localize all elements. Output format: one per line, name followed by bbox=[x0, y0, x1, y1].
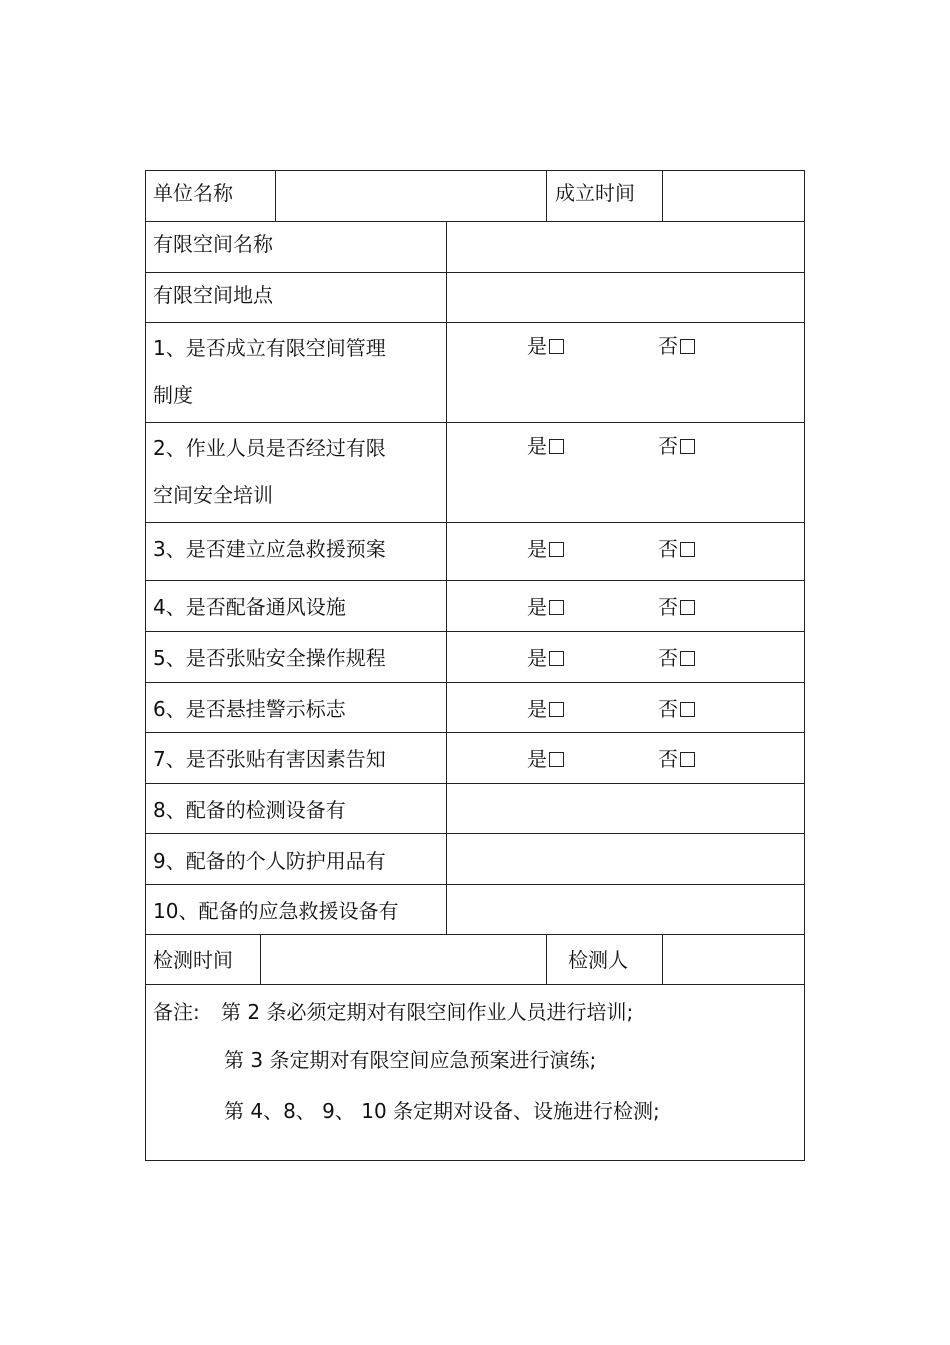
row-divider bbox=[146, 984, 804, 985]
yes-option[interactable] bbox=[527, 537, 564, 561]
row-divider bbox=[146, 272, 804, 273]
space-name-label: 有限空间名称 bbox=[153, 232, 273, 256]
yes-label: 是 bbox=[527, 434, 547, 458]
checkbox-icon[interactable] bbox=[549, 542, 564, 557]
row-divider bbox=[146, 833, 804, 834]
col-divider bbox=[546, 934, 547, 984]
no-label: 否 bbox=[658, 747, 678, 771]
yes-label: 是 bbox=[527, 595, 547, 619]
equipment-label: 9、配备的个人防护用品有 bbox=[153, 849, 386, 873]
no-option[interactable] bbox=[658, 646, 695, 670]
equipment-label: 8、配备的检测设备有 bbox=[153, 798, 346, 822]
col-divider bbox=[662, 171, 663, 221]
checkbox-icon[interactable] bbox=[549, 339, 564, 354]
row-divider bbox=[146, 522, 804, 523]
no-label: 否 bbox=[658, 434, 678, 458]
yes-option[interactable] bbox=[527, 434, 564, 458]
yes-option[interactable] bbox=[527, 595, 564, 619]
yes-option[interactable] bbox=[527, 697, 564, 721]
no-label: 否 bbox=[658, 334, 678, 358]
checkbox-icon[interactable] bbox=[680, 439, 695, 454]
no-option[interactable] bbox=[658, 334, 695, 358]
yes-label: 是 bbox=[527, 334, 547, 358]
yes-option[interactable] bbox=[527, 334, 564, 358]
checkbox-icon[interactable] bbox=[680, 651, 695, 666]
row-divider bbox=[146, 934, 804, 935]
remarks-line: 第 4、8、 9、 10 条定期对设备、设施进行检测; bbox=[224, 1099, 660, 1123]
checkbox-icon[interactable] bbox=[680, 702, 695, 717]
checkbox-icon[interactable] bbox=[549, 651, 564, 666]
remarks-line: 第 2 条必须定期对有限空间作业人员进行培训; bbox=[221, 1000, 634, 1024]
inspection-form-table bbox=[145, 170, 805, 1161]
checklist-item-question: 4、是否配备通风设施 bbox=[153, 595, 346, 619]
yes-label: 是 bbox=[527, 537, 547, 561]
remarks-line: 第 3 条定期对有限空间应急预案进行演练; bbox=[224, 1048, 597, 1072]
row-divider bbox=[146, 580, 804, 581]
checkbox-icon[interactable] bbox=[549, 702, 564, 717]
col-divider bbox=[546, 171, 547, 221]
yes-label: 是 bbox=[527, 697, 547, 721]
no-option[interactable] bbox=[658, 747, 695, 771]
row-divider bbox=[146, 422, 804, 423]
yes-option[interactable] bbox=[527, 747, 564, 771]
inspector-label: 检测人 bbox=[568, 948, 628, 972]
row-divider bbox=[146, 631, 804, 632]
no-option[interactable] bbox=[658, 434, 695, 458]
checkbox-icon[interactable] bbox=[680, 339, 695, 354]
space-location-label: 有限空间地点 bbox=[153, 283, 273, 307]
checklist-item-question: 1、是否成立有限空间管理 bbox=[153, 336, 386, 360]
remarks-label: 备注: bbox=[153, 1000, 200, 1024]
checklist-item-question: 3、是否建立应急救援预案 bbox=[153, 537, 386, 561]
founded-time-label: 成立时间 bbox=[555, 181, 635, 205]
no-option[interactable] bbox=[658, 537, 695, 561]
checkbox-icon[interactable] bbox=[549, 752, 564, 767]
no-label: 否 bbox=[658, 537, 678, 561]
row-divider bbox=[146, 221, 804, 222]
checkbox-icon[interactable] bbox=[680, 600, 695, 615]
no-option[interactable] bbox=[658, 697, 695, 721]
row-divider bbox=[146, 884, 804, 885]
yes-label: 是 bbox=[527, 646, 547, 670]
checklist-item-question: 制度 bbox=[153, 383, 193, 407]
no-label: 否 bbox=[658, 595, 678, 619]
unit-name-label: 单位名称 bbox=[153, 181, 233, 205]
no-label: 否 bbox=[658, 646, 678, 670]
yes-option[interactable] bbox=[527, 646, 564, 670]
checkbox-icon[interactable] bbox=[549, 600, 564, 615]
col-divider bbox=[275, 171, 276, 221]
col-divider bbox=[662, 934, 663, 984]
checklist-item-question: 2、作业人员是否经过有限 bbox=[153, 436, 386, 460]
checkbox-icon[interactable] bbox=[680, 542, 695, 557]
equipment-label: 10、配备的应急救援设备有 bbox=[153, 899, 399, 923]
row-divider bbox=[146, 783, 804, 784]
row-divider bbox=[146, 682, 804, 683]
col-divider bbox=[260, 934, 261, 984]
checklist-item-question: 5、是否张贴安全操作规程 bbox=[153, 646, 386, 670]
inspection-time-label: 检测时间 bbox=[153, 948, 233, 972]
checkbox-icon[interactable] bbox=[549, 439, 564, 454]
col-divider bbox=[446, 221, 447, 934]
checkbox-icon[interactable] bbox=[680, 752, 695, 767]
yes-label: 是 bbox=[527, 747, 547, 771]
row-divider bbox=[146, 322, 804, 323]
row-divider bbox=[146, 732, 804, 733]
checklist-item-question: 空间安全培训 bbox=[153, 483, 273, 507]
no-label: 否 bbox=[658, 697, 678, 721]
no-option[interactable] bbox=[658, 595, 695, 619]
checklist-item-question: 7、是否张贴有害因素告知 bbox=[153, 747, 386, 771]
checklist-item-question: 6、是否悬挂警示标志 bbox=[153, 697, 346, 721]
